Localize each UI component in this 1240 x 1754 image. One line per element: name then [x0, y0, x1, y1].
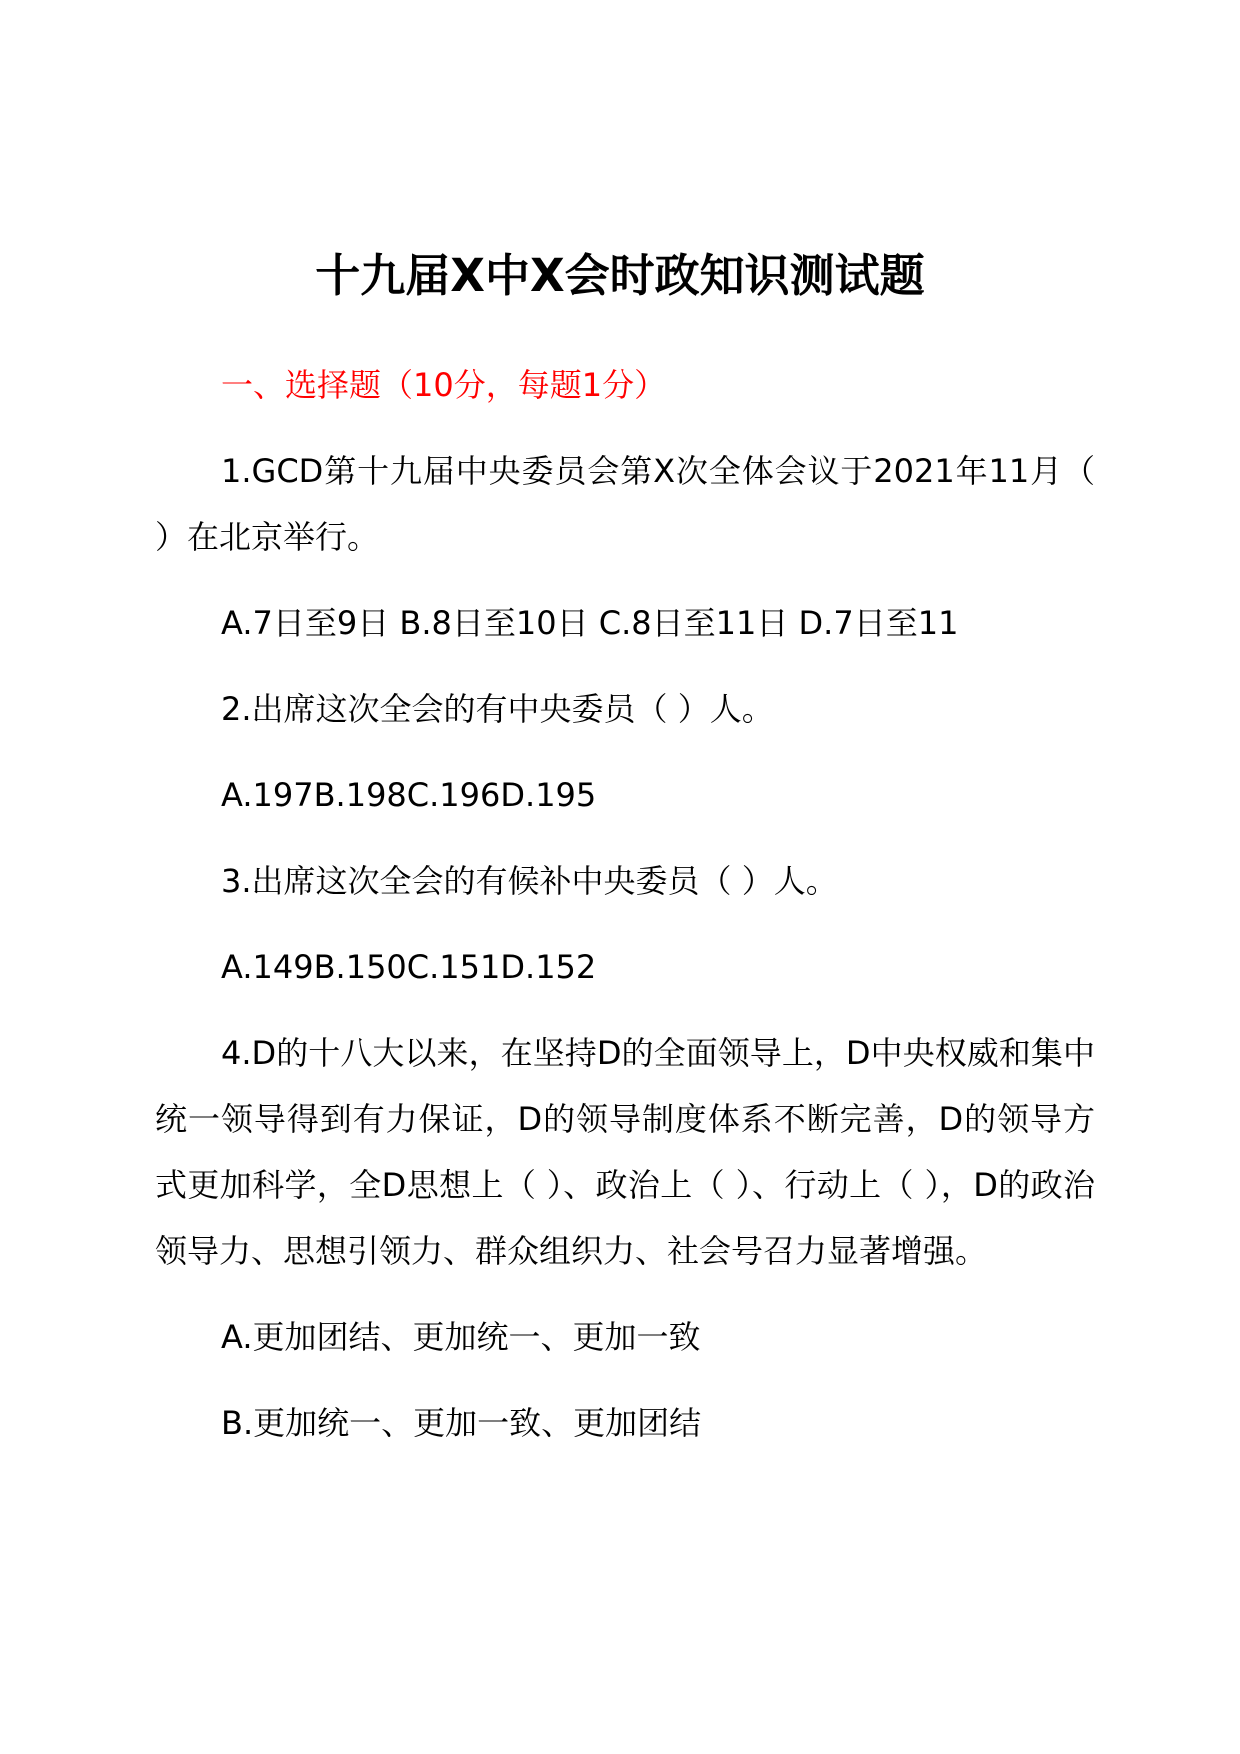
question-3-stem: 3.出席这次全会的有候补中央委员（ ）人。 [221, 862, 838, 900]
question-1-options: A.7日至9日 B.8日至10日 C.8日至11日 D.7日至11 [221, 604, 959, 642]
question-4-option-a: A.更加团结、更加统一、更加一致 [221, 1318, 701, 1356]
question-4-stem: 4.D的十八大以来，在坚持D的全面领导上，D中央权威和集中统一领导得到有力保证，D的领导制度体系不断完善，D的领导方式更加科学，全D思想上（ ）、政治上（ ）、行动上（ ），D的政治领导力、思想引领力、群众组织力、社会号召力显著增强。 [155, 1034, 1095, 1270]
question-4-option-b: B.更加统一、更加一致、更加团结 [221, 1404, 702, 1442]
question-2-stem: 2.出席这次全会的有中央委员（ ）人。 [221, 690, 774, 728]
question-3-options: A.149B.150C.151D.152 [221, 948, 597, 986]
question-2-options: A.197B.198C.196D.195 [221, 776, 597, 814]
document-title: 十九届X中X会时政知识测试题 [315, 249, 925, 302]
section-heading: 一、选择题（10分，每题1分） [221, 366, 667, 404]
question-1-stem: 1.GCD第十九届中央委员会第X次全体会议于2021年11月（ ）在北京举行。 [155, 452, 1095, 556]
document-body [155, 352, 1095, 1476]
